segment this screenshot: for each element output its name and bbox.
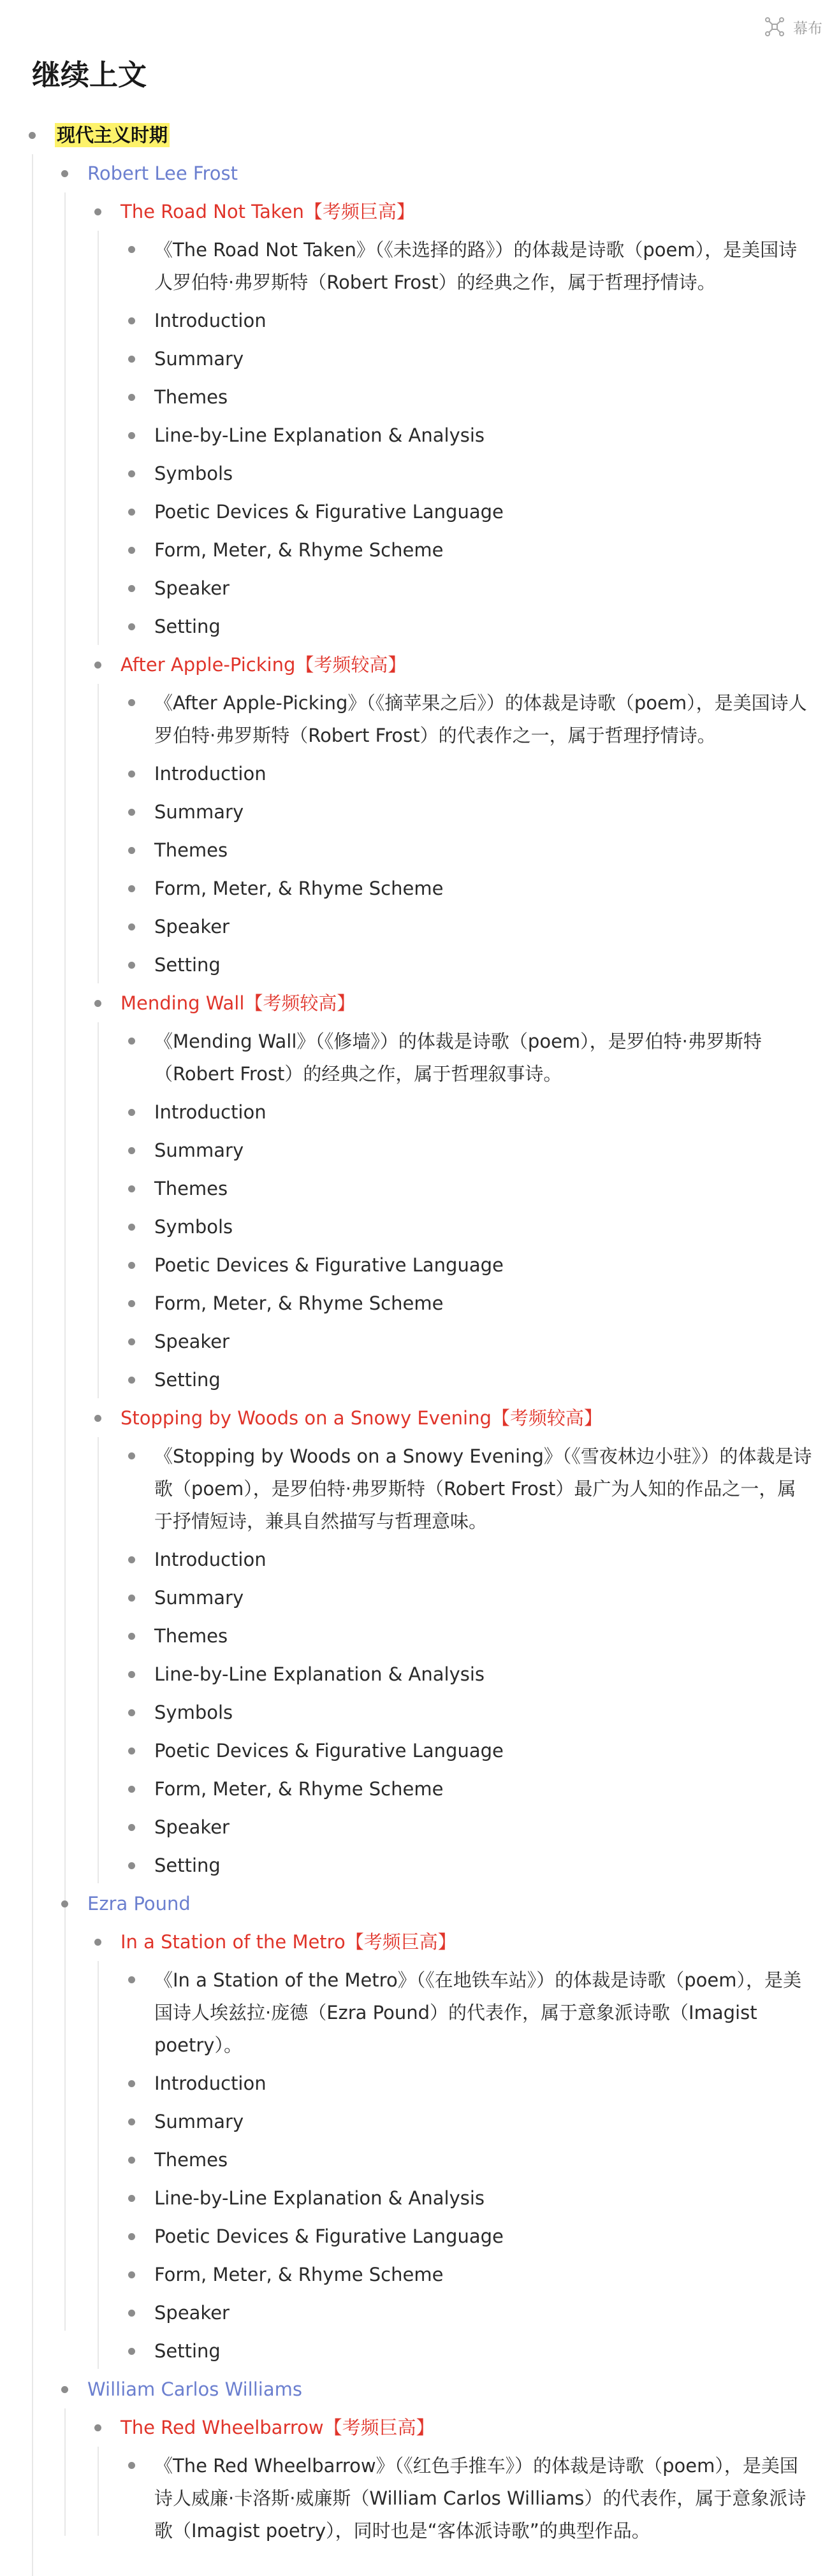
- outline-node-poem: [0, 192, 839, 646]
- bullet-icon[interactable]: [128, 847, 135, 854]
- bullet-icon[interactable]: [128, 1709, 135, 1716]
- frequency-tag: 【考频巨高】: [345, 1931, 456, 1953]
- bullet-icon[interactable]: [128, 1786, 135, 1793]
- poem-row[interactable]: [0, 192, 839, 231]
- item-row[interactable]: [0, 1169, 839, 1208]
- list-item: [0, 1246, 839, 1284]
- item-label: Poetic Devices & Figurative Language: [154, 1254, 504, 1276]
- item-label: Introduction: [154, 310, 266, 331]
- outline-node-author: [0, 154, 839, 1885]
- item-row[interactable]: [0, 2179, 839, 2217]
- bullet-icon[interactable]: [94, 1415, 101, 1422]
- list-item: [0, 1169, 839, 1208]
- bullet-icon[interactable]: [128, 1824, 135, 1831]
- list-item: [0, 1655, 839, 1693]
- item-row[interactable]: [0, 1846, 839, 1885]
- item-label: Introduction: [154, 763, 266, 785]
- item-row[interactable]: [0, 301, 839, 340]
- list-item: [0, 2064, 839, 2102]
- bullet-icon[interactable]: [128, 1338, 135, 1345]
- description-row[interactable]: [0, 2447, 839, 2550]
- poem-description: [0, 684, 839, 755]
- description-row[interactable]: [0, 231, 839, 301]
- bullet-icon[interactable]: [128, 1038, 135, 1045]
- list-item: [0, 1770, 839, 1808]
- item-row[interactable]: [0, 416, 839, 454]
- poem-row[interactable]: [0, 1399, 839, 1437]
- frequency-tag: 【考频较高】: [295, 654, 407, 676]
- item-row[interactable]: [0, 869, 839, 908]
- bullet-icon[interactable]: [128, 1595, 135, 1602]
- item-label: Introduction: [154, 2073, 266, 2094]
- item-label: Speaker: [154, 916, 230, 937]
- list-item: [0, 493, 839, 531]
- item-label: Setting: [154, 1855, 221, 1876]
- item-label: Form, Meter, & Rhyme Scheme: [154, 878, 444, 899]
- item-row[interactable]: [0, 1361, 839, 1399]
- item-row[interactable]: [0, 1093, 839, 1131]
- item-row[interactable]: [0, 1732, 839, 1770]
- list-item: [0, 2217, 839, 2255]
- author-row[interactable]: [0, 2370, 839, 2408]
- poem-description: [0, 2447, 839, 2550]
- item-row[interactable]: [0, 831, 839, 869]
- item-label: Setting: [154, 1369, 221, 1391]
- item-row[interactable]: [0, 1655, 839, 1693]
- author-name: Robert Lee Frost: [87, 163, 238, 184]
- item-row[interactable]: [0, 1246, 839, 1284]
- item-label: Themes: [154, 1178, 228, 1199]
- bullet-icon[interactable]: [128, 2310, 135, 2317]
- bullet-icon[interactable]: [94, 208, 101, 215]
- description-row[interactable]: [0, 1437, 839, 1540]
- bullet-icon[interactable]: [128, 2462, 135, 2469]
- list-item: [0, 1208, 839, 1246]
- bullet-icon[interactable]: [128, 1262, 135, 1269]
- toolbar: [764, 14, 822, 40]
- frequency-tag: 【考频较高】: [244, 992, 356, 1014]
- bullet-icon[interactable]: [61, 1900, 68, 1907]
- list-item: [0, 2332, 839, 2370]
- description-row[interactable]: [0, 1022, 839, 1093]
- list-item: [0, 340, 839, 378]
- bullet-icon[interactable]: [128, 1671, 135, 1678]
- bullet-icon[interactable]: [128, 246, 135, 253]
- bullet-icon[interactable]: [128, 2271, 135, 2278]
- poem-description: [0, 1961, 839, 2064]
- item-row[interactable]: [0, 1131, 839, 1169]
- outline: [0, 116, 839, 2550]
- item-row[interactable]: [0, 2102, 839, 2141]
- item-row[interactable]: [0, 2141, 839, 2179]
- list-item: [0, 908, 839, 946]
- list-item: [0, 2294, 839, 2332]
- poem-title: Stopping by Woods on a Snowy Evening: [120, 1407, 492, 1429]
- poem-title: After Apple-Picking: [120, 654, 296, 676]
- bullet-icon[interactable]: [94, 1000, 101, 1007]
- item-row[interactable]: [0, 2255, 839, 2294]
- bullet-icon[interactable]: [128, 923, 135, 930]
- list-item: [0, 2102, 839, 2141]
- list-item: [0, 869, 839, 908]
- list-item: [0, 831, 839, 869]
- list-item: [0, 454, 839, 493]
- item-row[interactable]: [0, 2217, 839, 2255]
- item-row[interactable]: [0, 569, 839, 607]
- list-item: [0, 1361, 839, 1399]
- item-row[interactable]: [0, 340, 839, 378]
- item-label: Line-by-Line Explanation & Analysis: [154, 1663, 485, 1685]
- item-row[interactable]: [0, 1322, 839, 1361]
- outline-node-poem: [0, 2408, 839, 2550]
- bullet-icon[interactable]: [128, 1300, 135, 1307]
- bullet-icon[interactable]: [128, 2348, 135, 2355]
- item-label: Form, Meter, & Rhyme Scheme: [154, 2264, 444, 2285]
- item-row[interactable]: [0, 493, 839, 531]
- item-label: Speaker: [154, 577, 230, 599]
- list-item: [0, 946, 839, 984]
- outline-node-period: [0, 116, 839, 2550]
- bullet-icon[interactable]: [29, 132, 36, 139]
- item-label: Introduction: [154, 1101, 266, 1123]
- list-item: [0, 2179, 839, 2217]
- mindmap-icon[interactable]: [764, 16, 785, 38]
- item-label: Speaker: [154, 2302, 230, 2324]
- item-label: Poetic Devices & Figurative Language: [154, 501, 504, 523]
- bullet-icon[interactable]: [128, 356, 135, 363]
- author-name: Ezra Pound: [87, 1893, 191, 1914]
- item-label: Summary: [154, 348, 244, 370]
- bullet-icon[interactable]: [128, 547, 135, 554]
- list-item: [0, 1579, 839, 1617]
- bullet-icon[interactable]: [128, 1976, 135, 1983]
- item-label: Symbols: [154, 1216, 233, 1238]
- bullet-icon[interactable]: [128, 885, 135, 892]
- bullet-icon[interactable]: [128, 1224, 135, 1231]
- item-label: Form, Meter, & Rhyme Scheme: [154, 1778, 444, 1800]
- bullet-icon[interactable]: [128, 432, 135, 439]
- item-label: Themes: [154, 839, 228, 861]
- item-row[interactable]: [0, 1579, 839, 1617]
- item-label: Themes: [154, 1625, 228, 1647]
- bullet-icon[interactable]: [128, 2118, 135, 2125]
- list-item: [0, 1617, 839, 1655]
- item-label: Summary: [154, 2111, 244, 2132]
- list-item: [0, 1284, 839, 1322]
- page-title: 继续上文: [32, 58, 147, 92]
- item-label: Summary: [154, 801, 244, 823]
- list-item: [0, 1693, 839, 1732]
- author-row[interactable]: [0, 154, 839, 192]
- list-item: [0, 1540, 839, 1579]
- canvas-button[interactable]: 幕布: [793, 20, 822, 37]
- poem-row[interactable]: [0, 1923, 839, 1961]
- list-item: [0, 1322, 839, 1361]
- bullet-icon[interactable]: [128, 585, 135, 592]
- item-label: Poetic Devices & Figurative Language: [154, 1740, 504, 1762]
- list-item: [0, 531, 839, 569]
- bullet-icon[interactable]: [128, 699, 135, 706]
- author-name: William Carlos Williams: [87, 2378, 302, 2400]
- item-label: Symbols: [154, 463, 233, 484]
- description-text: 《After Apple-Picking》（《摘苹果之后》）的体裁是诗歌（poem），是美国诗人罗伯特·弗罗斯特（Robert Frost）的代表作之一，属于哲理抒情诗。: [154, 692, 807, 746]
- bullet-icon[interactable]: [128, 1377, 135, 1384]
- item-label: Setting: [154, 954, 221, 976]
- item-label: Themes: [154, 2149, 228, 2171]
- bullet-icon[interactable]: [128, 623, 135, 630]
- description-text: 《Stopping by Woods on a Snowy Evening》（《雪夜林边小驻》）的体裁是诗歌（poem），是罗伯特·弗罗斯特（Robert Frost）最广为人知的作品之一，属于抒情短诗，兼具自然描写与哲理意味。: [154, 1445, 812, 1532]
- bullet-icon[interactable]: [128, 2157, 135, 2164]
- bullet-icon[interactable]: [128, 771, 135, 778]
- list-item: [0, 1732, 839, 1770]
- list-item: [0, 755, 839, 793]
- item-row[interactable]: [0, 1693, 839, 1732]
- item-row[interactable]: [0, 1208, 839, 1246]
- list-item: [0, 378, 839, 416]
- item-row[interactable]: [0, 2064, 839, 2102]
- bullet-icon[interactable]: [128, 809, 135, 816]
- list-item: [0, 1808, 839, 1846]
- bullet-icon[interactable]: [128, 2080, 135, 2087]
- item-row[interactable]: [0, 755, 839, 793]
- item-label: Setting: [154, 2340, 221, 2362]
- poem-title: The Road Not Taken: [120, 201, 304, 222]
- item-row[interactable]: [0, 1540, 839, 1579]
- bullet-icon[interactable]: [128, 317, 135, 324]
- item-label: Themes: [154, 386, 228, 408]
- item-row[interactable]: [0, 2332, 839, 2370]
- description-text: 《In a Station of the Metro》（《在地铁车站》）的体裁是诗歌（poem），是美国诗人埃兹拉·庞德（Ezra Pound）的代表作，属于意象派诗歌（Imagist poetry）。: [154, 1969, 801, 2056]
- item-row[interactable]: [0, 1808, 839, 1846]
- node-row-period[interactable]: [0, 116, 839, 154]
- list-item: [0, 1846, 839, 1885]
- item-row[interactable]: [0, 1284, 839, 1322]
- description-text: 《The Road Not Taken》（《未选择的路》）的体裁是诗歌（poem），是美国诗人罗伯特·弗罗斯特（Robert Frost）的经典之作，属于哲理抒情诗。: [154, 239, 798, 293]
- poem-title: Mending Wall: [120, 992, 245, 1014]
- description-text: 《The Red Wheelbarrow》（《红色手推车》）的体裁是诗歌（poem），是美国诗人威廉·卡洛斯·威廉斯（William Carlos Williams）的代表作，属于意象派诗歌（Imagist poetry），同时也是“客体派诗歌”的典型作品。: [154, 2455, 806, 2542]
- list-item: [0, 793, 839, 831]
- frequency-tag: 【考频较高】: [491, 1407, 602, 1429]
- bullet-icon[interactable]: [128, 962, 135, 969]
- poem-row[interactable]: [0, 984, 839, 1022]
- bullet-icon[interactable]: [128, 1185, 135, 1192]
- description-text: 《Mending Wall》（《修墙》）的体裁是诗歌（poem），是罗伯特·弗罗斯特（Robert Frost）的经典之作，属于哲理叙事诗。: [154, 1031, 762, 1085]
- item-row[interactable]: [0, 531, 839, 569]
- bullet-icon[interactable]: [128, 2195, 135, 2202]
- item-row[interactable]: [0, 946, 839, 984]
- item-label: Introduction: [154, 1549, 266, 1570]
- poem-description: [0, 1437, 839, 1540]
- item-row[interactable]: [0, 378, 839, 416]
- outline-node-poem: [0, 646, 839, 984]
- bullet-icon[interactable]: [94, 662, 101, 669]
- list-item: [0, 607, 839, 646]
- period-label: 现代主义时期: [55, 123, 170, 147]
- bullet-icon[interactable]: [128, 470, 135, 477]
- item-label: Poetic Devices & Figurative Language: [154, 2225, 504, 2247]
- item-label: Form, Meter, & Rhyme Scheme: [154, 1292, 444, 1314]
- item-row[interactable]: [0, 793, 839, 831]
- frequency-tag: 【考频巨高】: [303, 201, 415, 222]
- list-item: [0, 2141, 839, 2179]
- list-item: [0, 569, 839, 607]
- bullet-icon[interactable]: [128, 1747, 135, 1755]
- poem-row[interactable]: [0, 2408, 839, 2447]
- poem-description: [0, 1022, 839, 1093]
- bullet-icon[interactable]: [128, 1109, 135, 1116]
- bullet-icon[interactable]: [94, 2424, 101, 2431]
- item-row[interactable]: [0, 2294, 839, 2332]
- bullet-icon[interactable]: [128, 1452, 135, 1459]
- item-row[interactable]: [0, 1770, 839, 1808]
- outline-node-author: [0, 1885, 839, 2370]
- item-label: Line-by-Line Explanation & Analysis: [154, 2187, 485, 2209]
- item-label: Setting: [154, 616, 221, 637]
- frequency-tag: 【考频巨高】: [323, 2417, 435, 2438]
- bullet-icon[interactable]: [61, 2386, 68, 2393]
- outline-node-poem: [0, 1923, 839, 2370]
- bullet-icon[interactable]: [128, 509, 135, 516]
- description-row[interactable]: [0, 684, 839, 755]
- item-label: Summary: [154, 1140, 244, 1161]
- poem-title: The Red Wheelbarrow: [120, 2417, 324, 2438]
- item-label: Speaker: [154, 1331, 230, 1352]
- poem-title: In a Station of the Metro: [120, 1931, 346, 1953]
- list-item: [0, 416, 839, 454]
- list-item: [0, 301, 839, 340]
- outline-node-poem: [0, 984, 839, 1399]
- list-item: [0, 1131, 839, 1169]
- item-label: Line-by-Line Explanation & Analysis: [154, 424, 485, 446]
- item-row[interactable]: [0, 908, 839, 946]
- item-label: Speaker: [154, 1816, 230, 1838]
- bullet-icon[interactable]: [61, 170, 68, 177]
- bullet-icon[interactable]: [128, 2233, 135, 2240]
- poem-row[interactable]: [0, 646, 839, 684]
- poem-description: [0, 231, 839, 301]
- bullet-icon[interactable]: [128, 1556, 135, 1563]
- item-row[interactable]: [0, 454, 839, 493]
- item-label: Symbols: [154, 1702, 233, 1723]
- bullet-icon[interactable]: [128, 1633, 135, 1640]
- description-row[interactable]: [0, 1961, 839, 2064]
- outline-node-author: [0, 2370, 839, 2550]
- bullet-icon[interactable]: [128, 1862, 135, 1869]
- bullet-icon[interactable]: [128, 394, 135, 401]
- item-row[interactable]: [0, 607, 839, 646]
- item-label: Summary: [154, 1587, 244, 1609]
- list-item: [0, 2255, 839, 2294]
- outline-node-poem: [0, 1399, 839, 1885]
- item-label: Form, Meter, & Rhyme Scheme: [154, 539, 444, 561]
- item-row[interactable]: [0, 1617, 839, 1655]
- list-item: [0, 1093, 839, 1131]
- bullet-icon[interactable]: [94, 1939, 101, 1946]
- bullet-icon[interactable]: [128, 1147, 135, 1154]
- author-row[interactable]: [0, 1885, 839, 1923]
